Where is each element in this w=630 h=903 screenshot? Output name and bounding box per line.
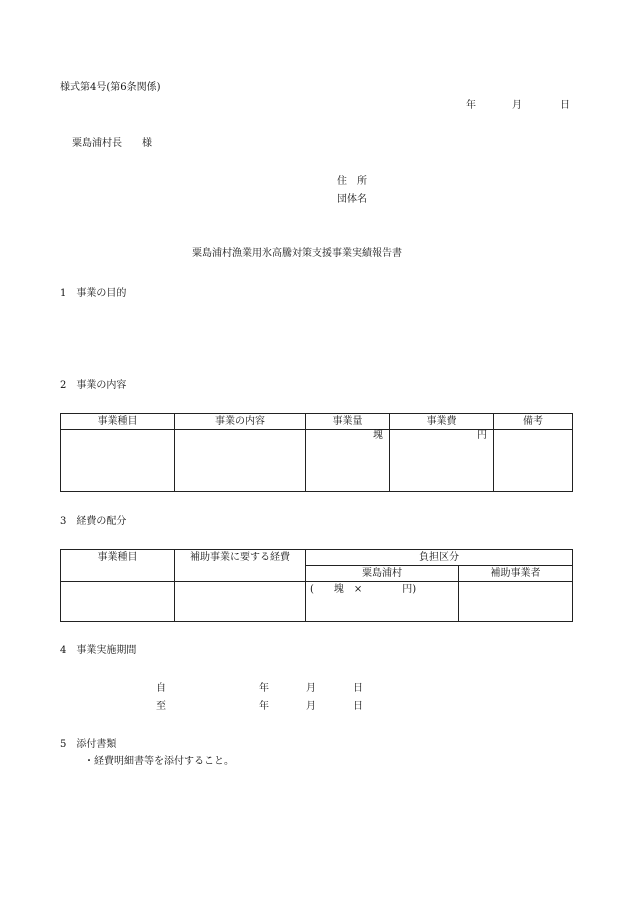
cell-business-content[interactable] — [175, 430, 306, 492]
table-header-row — [61, 414, 573, 430]
header-business-item: 事業種目 — [61, 414, 175, 430]
cell-village-share[interactable] — [306, 582, 459, 622]
date-month-label: 月 — [512, 100, 522, 111]
cell-quantity[interactable] — [306, 430, 390, 492]
header-cost: 事業費 — [390, 414, 494, 430]
organization-label: 団体名 — [337, 194, 367, 205]
section1-heading: 1 事業の目的 — [60, 288, 127, 299]
section2-heading: 2 事業の内容 — [60, 380, 127, 391]
header-business-item: 事業種目 — [61, 550, 175, 582]
period-to-label: 至 — [156, 701, 166, 712]
header-remarks: 備考 — [494, 414, 573, 430]
section5-heading: 5 添付書類 — [60, 739, 117, 750]
cell-subsidy-cost[interactable] — [175, 582, 306, 622]
form-label: 様式第4号(第6条関係) — [60, 82, 161, 93]
cell-business-item[interactable] — [61, 430, 175, 492]
period-from-month: 月 — [306, 683, 316, 694]
period-from-year: 年 — [259, 683, 269, 694]
header-burden-division: 負担区分 — [306, 550, 573, 566]
header-quantity: 事業量 — [306, 414, 390, 430]
header-operator: 補助事業者 — [459, 566, 573, 582]
unit-cost: 円 — [477, 430, 487, 441]
cell-operator-share[interactable] — [459, 582, 573, 622]
attachment-note: ・経費明細書等を添付すること。 — [84, 756, 234, 767]
period-to-month: 月 — [306, 701, 316, 712]
table-row — [61, 582, 573, 622]
village-share-formula: ( 塊 × 円) — [310, 584, 417, 595]
addressee: 粟島浦村長 様 — [72, 138, 152, 149]
cell-business-item[interactable] — [61, 582, 175, 622]
period-to-year: 年 — [259, 701, 269, 712]
period-to-day: 日 — [353, 701, 363, 712]
expense-allocation-table — [60, 549, 573, 622]
period-from-label: 自 — [156, 683, 166, 694]
date-day-label: 日 — [560, 100, 570, 111]
cell-remarks[interactable] — [494, 430, 573, 492]
address-label: 住 所 — [337, 176, 367, 187]
unit-quantity: 塊 — [373, 430, 383, 441]
section4-heading: 4 事業実施期間 — [60, 645, 137, 656]
header-village: 粟島浦村 — [306, 566, 459, 582]
period-from-day: 日 — [353, 683, 363, 694]
table-row — [61, 430, 573, 492]
cell-cost[interactable] — [390, 430, 494, 492]
header-subsidy-cost: 補助事業に要する経費 — [175, 550, 306, 582]
business-content-table — [60, 413, 573, 492]
header-business-content: 事業の内容 — [175, 414, 306, 430]
document-title: 粟島浦村漁業用氷高騰対策支援事業実績報告書 — [192, 248, 402, 259]
section3-heading: 3 経費の配分 — [60, 516, 127, 527]
date-year-label: 年 — [466, 100, 476, 111]
